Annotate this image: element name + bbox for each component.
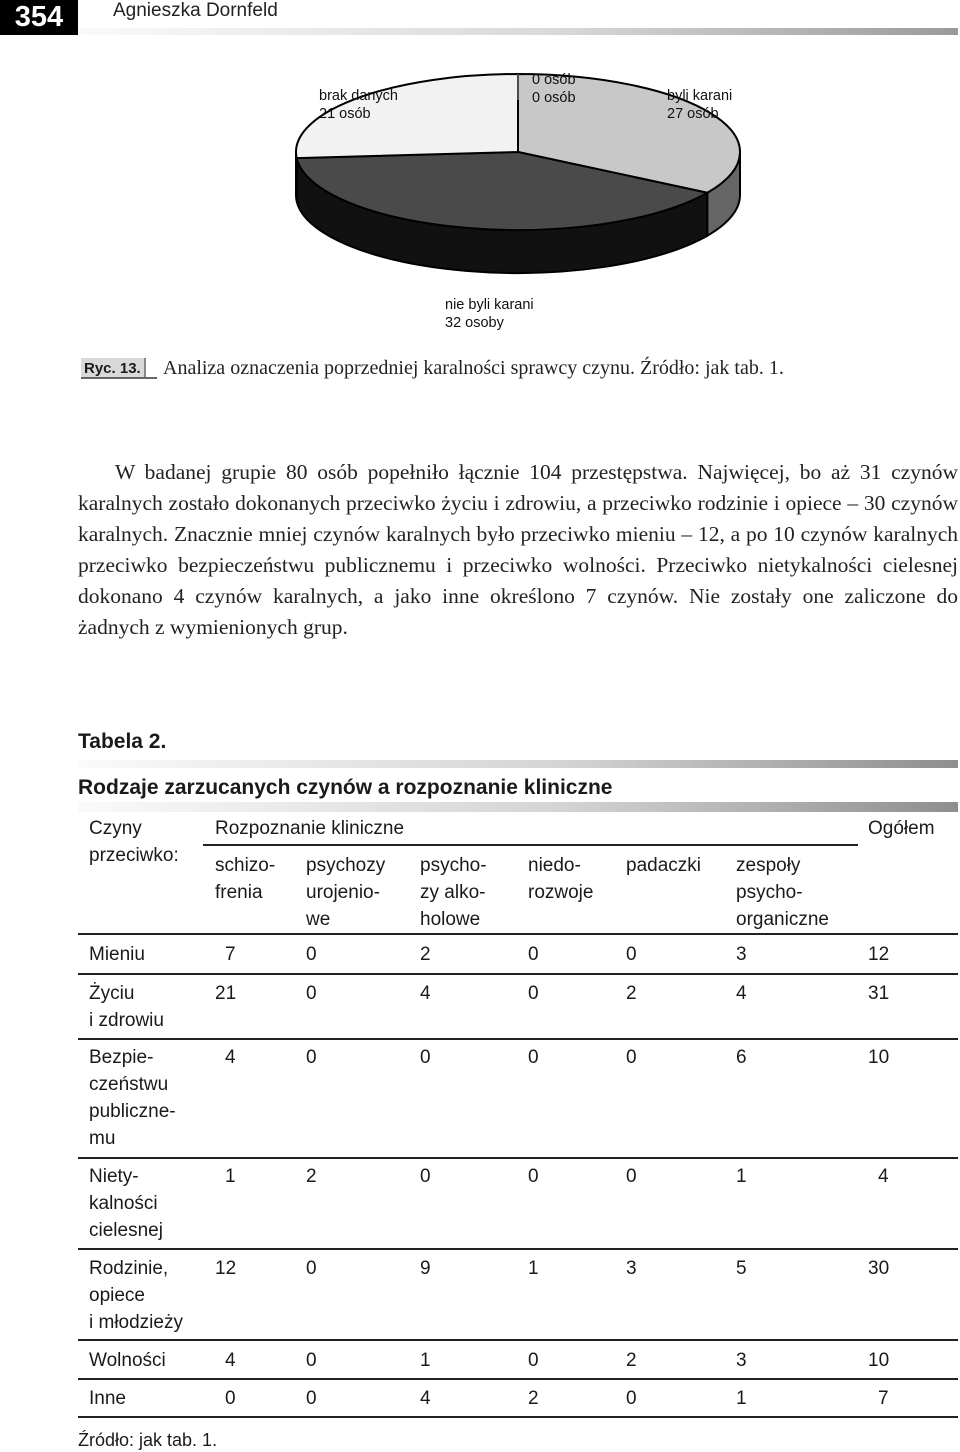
table-title-shade: [78, 802, 958, 812]
caption-rule: [81, 377, 157, 379]
row-rule: [78, 1339, 958, 1341]
cell-value: 0: [306, 1258, 317, 1279]
running-author: Agnieszka Dornfeld: [113, 0, 278, 21]
table-number: Tabela 2.: [78, 730, 167, 753]
col-header-psychozy-alkoholowe: [420, 852, 487, 933]
cell-value: 0: [528, 983, 539, 1004]
cell-value: 3: [626, 1258, 637, 1279]
row-rule: [78, 1157, 958, 1159]
header-row-label: [89, 815, 179, 869]
cell-value: 2: [626, 983, 637, 1004]
row-label-line: opiece: [89, 1285, 145, 1306]
header-line: zespoły: [736, 855, 801, 876]
cell-total: 7: [878, 1388, 889, 1409]
row-label-line: i zdrowiu: [89, 1010, 164, 1031]
cell-total: 4: [878, 1166, 889, 1187]
row-label-wolnosci: [89, 1347, 166, 1374]
cell-value: 1: [420, 1350, 431, 1371]
header-group: Rozpoznanie kliniczne: [215, 818, 405, 839]
cell-value: 2: [306, 1166, 317, 1187]
cell-value: 7: [225, 944, 236, 965]
table-title: Rodzaje zarzucanych czynów a rozpoznanie kliniczne: [78, 776, 613, 799]
row-label-mieniu: [89, 941, 145, 968]
cell-value: 0: [528, 944, 539, 965]
header-line: schizo-: [215, 855, 276, 876]
label-text: brak danych: [319, 88, 398, 104]
cell-value: 5: [736, 1258, 747, 1279]
label-count: 27 osób: [667, 106, 719, 122]
row-label-line: Życiu: [89, 983, 135, 1004]
col-header-psychozy: [306, 852, 385, 933]
cell-value: 0: [420, 1047, 431, 1068]
cell-value: 0: [626, 1388, 637, 1409]
cell-value: 0: [306, 983, 317, 1004]
row-label-line: kalności: [89, 1193, 158, 1214]
header-line: urojenio-: [306, 882, 380, 903]
cell-value: 0: [528, 1166, 539, 1187]
label-count: 21 osób: [319, 106, 371, 122]
table-source: Źródło: jak tab. 1.: [78, 1430, 218, 1450]
cell-value: 0: [626, 1047, 637, 1068]
label-text: 0 osób: [532, 72, 576, 88]
cell-value: 0: [420, 1166, 431, 1187]
row-label-rodzinie: [89, 1255, 183, 1336]
header-total: Ogółem: [868, 818, 935, 839]
cell-value: 3: [736, 944, 747, 965]
header-line: padaczki: [626, 855, 701, 876]
row-label-line: i młodzieży: [89, 1312, 183, 1333]
cell-total: 12: [868, 944, 890, 965]
label-nie-byli-karani: [445, 296, 534, 332]
row-label-line: Niety-: [89, 1166, 139, 1187]
header-line: Czyny: [89, 818, 142, 839]
cell-value: 1: [736, 1388, 747, 1409]
pie-figure: [0, 60, 960, 350]
label-count: 32 osoby: [445, 315, 504, 331]
row-label-line: publiczne-: [89, 1101, 176, 1122]
cell-value: 0: [306, 1350, 317, 1371]
row-rule: [78, 973, 958, 975]
row-label-line: cielesnej: [89, 1220, 163, 1241]
body-paragraph: W badanej grupie 80 osób popełniło łącznie 104 przestępstwa. Najwięcej, bo aż 31 czynów karalnych zostało dokonanych przeciwko życiu i zdrowiu, a przeciwko rodzinie i opiece – 30 czynów karalnych. Znacznie mniej czynów karalnych było przeciwko mieniu – 12, a po 10 czynów karalnych przeciwko bezpieczeństwu publicznemu i przeciwko wolności. Przeciwko nietykalności cielesnej dokonano 4 czynów karalnych, a jako inne określono 7 czynów. Nie zostały one zaliczone do żadnych z wymienionych grup.: [78, 460, 958, 639]
cell-value: 2: [626, 1350, 637, 1371]
header-line: niedo-: [528, 855, 581, 876]
caption-label: Ryc. 13.: [81, 358, 146, 379]
label-zero: [532, 71, 576, 107]
cell-value: 12: [215, 1258, 237, 1279]
cell-value: 0: [306, 944, 317, 965]
header-line: zy alko-: [420, 882, 486, 903]
col-header-padaczki: [626, 852, 701, 879]
row-label-line: mu: [89, 1128, 116, 1149]
row-label-line: czeństwu: [89, 1074, 169, 1095]
cell-value: 0: [306, 1047, 317, 1068]
row-label-line: Mieniu: [89, 944, 145, 965]
cell-total: 30: [868, 1258, 890, 1279]
cell-value: 4: [420, 1388, 431, 1409]
cell-value: 0: [528, 1047, 539, 1068]
header-line: we: [306, 909, 331, 930]
label-count: 0 osób: [532, 90, 576, 106]
table-bottom-rule: [78, 1416, 958, 1418]
col-header-niedorozwoje: [528, 852, 593, 906]
label-text: byli karani: [667, 88, 733, 104]
cell-value: 0: [528, 1350, 539, 1371]
cell-value: 4: [420, 983, 431, 1004]
cell-total: 31: [868, 983, 890, 1004]
col-header-schizofrenia: [215, 852, 275, 906]
group-rule: [203, 844, 858, 846]
row-label-zyciu: [89, 980, 164, 1034]
header-line: frenia: [215, 882, 263, 903]
header-line: psycho-: [420, 855, 487, 876]
row-label-line: Wolności: [89, 1350, 166, 1371]
running-header: [0, 0, 960, 40]
label-text: nie byli karani: [445, 297, 534, 313]
cell-value: 4: [225, 1047, 236, 1068]
row-label-nietykalnosci: [89, 1163, 163, 1244]
label-brak-danych: [319, 87, 398, 123]
header-rule: [78, 28, 958, 35]
cell-value: 3: [736, 1350, 747, 1371]
cell-value: 4: [225, 1350, 236, 1371]
cell-value: 1: [225, 1166, 236, 1187]
header-line: psycho-: [736, 882, 803, 903]
cell-value: 4: [736, 983, 747, 1004]
cell-value: 0: [626, 1166, 637, 1187]
header-line: organiczne: [736, 909, 829, 930]
header-line: psychozy: [306, 855, 386, 876]
cell-value: 2: [528, 1388, 539, 1409]
row-label-line: Rodzinie,: [89, 1258, 169, 1279]
cell-value: 21: [215, 983, 237, 1004]
figure-caption: [81, 355, 951, 383]
row-label-bezpieczenstwu: [89, 1044, 176, 1152]
cell-value: 9: [420, 1258, 431, 1279]
cell-value: 0: [225, 1388, 236, 1409]
header-line: rozwoje: [528, 882, 594, 903]
table-number-rule: [78, 760, 958, 768]
row-label-line: Bezpie-: [89, 1047, 154, 1068]
cell-value: 0: [306, 1388, 317, 1409]
page-number: 354: [0, 0, 78, 35]
row-label-line: Inne: [89, 1388, 126, 1409]
col-header-zespoly: [736, 852, 829, 933]
cell-value: 2: [420, 944, 431, 965]
header-bottom-rule: [78, 933, 958, 935]
caption-text: Analiza oznaczenia poprzedniej karalności sprawcy czynu. Źródło: jak tab. 1.: [163, 357, 784, 379]
header-line: przeciwko:: [89, 845, 179, 866]
row-label-inne: [89, 1385, 126, 1412]
cell-value: 6: [736, 1047, 747, 1068]
row-rule: [78, 1248, 958, 1250]
cell-value: 1: [528, 1258, 539, 1279]
cell-value: 1: [736, 1166, 747, 1187]
cell-total: 10: [868, 1047, 890, 1068]
row-rule: [78, 1038, 958, 1040]
cell-total: 10: [868, 1350, 890, 1371]
header-line: holowe: [420, 909, 481, 930]
label-byli-karani: [667, 87, 732, 123]
cell-value: 0: [626, 944, 637, 965]
row-rule: [78, 1378, 958, 1380]
